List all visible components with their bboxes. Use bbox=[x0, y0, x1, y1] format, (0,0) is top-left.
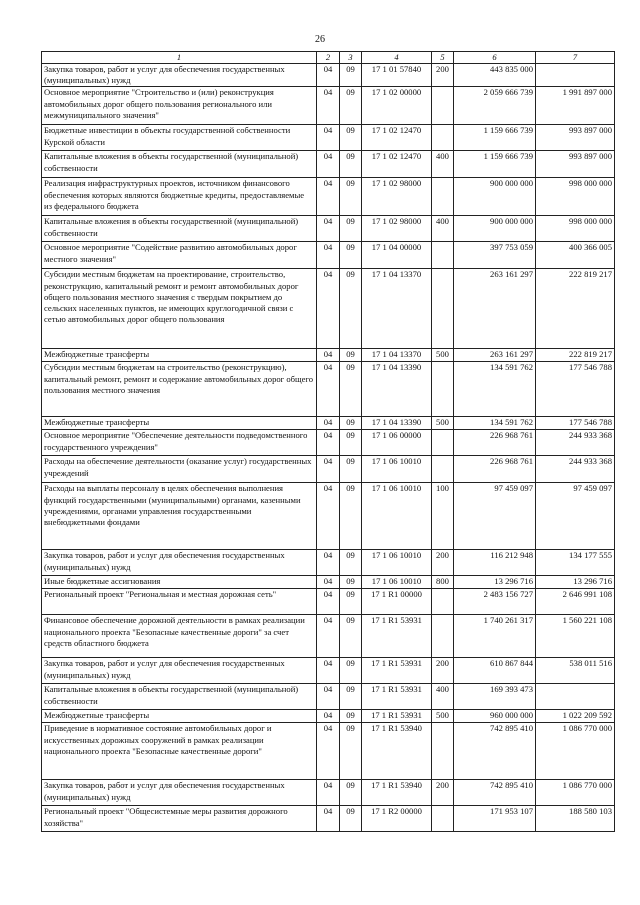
section-code: 04 bbox=[317, 710, 340, 723]
subsection-code: 09 bbox=[340, 349, 362, 362]
table-row bbox=[42, 125, 615, 151]
subsection-code: 09 bbox=[340, 216, 362, 242]
subsection-code: 09 bbox=[340, 417, 362, 430]
amount-year-2: 134 177 555 bbox=[536, 550, 615, 576]
amount-year-1: 900 000 000 bbox=[454, 178, 536, 216]
target-article-code: 17 1 R1 53931 bbox=[362, 658, 432, 684]
target-article-code: 17 1 06 10010 bbox=[362, 456, 432, 483]
expense-name: Закупка товаров, работ и услуг для обеспечения государственных (муниципальных) нужд bbox=[42, 780, 317, 806]
expense-type-code: 500 bbox=[432, 417, 454, 430]
table-row bbox=[42, 242, 615, 269]
table-row bbox=[42, 589, 615, 615]
subsection-code: 09 bbox=[340, 684, 362, 710]
expense-name: Закупка товаров, работ и услуг для обеспечения государственных (муниципальных) нужд bbox=[42, 550, 317, 576]
subsection-code: 09 bbox=[340, 151, 362, 178]
expense-type-code: 500 bbox=[432, 710, 454, 723]
section-code: 04 bbox=[317, 151, 340, 178]
amount-year-1: 263 161 297 bbox=[454, 349, 536, 362]
target-article-code: 17 1 R2 00000 bbox=[362, 806, 432, 832]
amount-year-2: 222 819 217 bbox=[536, 269, 615, 349]
target-article-code: 17 1 04 13390 bbox=[362, 417, 432, 430]
section-code: 04 bbox=[317, 615, 340, 658]
amount-year-2: 1 086 770 000 bbox=[536, 723, 615, 780]
expense-name: Субсидии местным бюджетам на проектирование, строительство, реконструкцию, капитальный ремонт и ремонт автомобильных дорог общего пользования местного значения с твердым покрытием до сельских населенных пунктов, не имеющих круглогодичной связи с сетью автомобильных дорог общего пользования bbox=[42, 269, 317, 349]
column-number: 6 bbox=[454, 52, 536, 64]
amount-year-1: 169 393 473 bbox=[454, 684, 536, 710]
section-code: 04 bbox=[317, 658, 340, 684]
expense-name: Закупка товаров, работ и услуг для обеспечения государственных (муниципальных) нужд bbox=[42, 658, 317, 684]
table-row bbox=[42, 806, 615, 832]
section-code: 04 bbox=[317, 483, 340, 550]
subsection-code: 09 bbox=[340, 456, 362, 483]
expense-type-code: 100 bbox=[432, 483, 454, 550]
section-code: 04 bbox=[317, 576, 340, 589]
column-number: 2 bbox=[317, 52, 340, 64]
expense-name: Капитальные вложения в объекты государственной (муниципальной) собственности bbox=[42, 216, 317, 242]
table-row bbox=[42, 362, 615, 417]
target-article-code: 17 1 04 00000 bbox=[362, 242, 432, 269]
target-article-code: 17 1 R1 00000 bbox=[362, 589, 432, 615]
amount-year-2: 177 546 788 bbox=[536, 417, 615, 430]
subsection-code: 09 bbox=[340, 430, 362, 456]
amount-year-2: 188 580 103 bbox=[536, 806, 615, 832]
section-code: 04 bbox=[317, 417, 340, 430]
table-row bbox=[42, 723, 615, 780]
expense-name: Основное мероприятие "Обеспечение деятельности подведомственного государственного учреждения" bbox=[42, 430, 317, 456]
target-article-code: 17 1 06 10010 bbox=[362, 483, 432, 550]
target-article-code: 17 1 04 13390 bbox=[362, 362, 432, 417]
subsection-code: 09 bbox=[340, 64, 362, 87]
amount-year-1: 226 968 761 bbox=[454, 430, 536, 456]
amount-year-1: 13 296 716 bbox=[454, 576, 536, 589]
expense-name: Основное мероприятие "Содействие развитию автомобильных дорог местного значения" bbox=[42, 242, 317, 269]
amount-year-1: 742 895 410 bbox=[454, 780, 536, 806]
amount-year-1: 116 212 948 bbox=[454, 550, 536, 576]
target-article-code: 17 1 R1 53931 bbox=[362, 615, 432, 658]
expense-name: Капитальные вложения в объекты государственной (муниципальной) собственности bbox=[42, 684, 317, 710]
table-row bbox=[42, 684, 615, 710]
expense-type-code: 200 bbox=[432, 658, 454, 684]
table-row bbox=[42, 658, 615, 684]
section-code: 04 bbox=[317, 178, 340, 216]
table-row bbox=[42, 417, 615, 430]
expense-type-code: 800 bbox=[432, 576, 454, 589]
amount-year-2: 2 646 991 108 bbox=[536, 589, 615, 615]
expense-type-code bbox=[432, 806, 454, 832]
expense-type-code bbox=[432, 242, 454, 269]
target-article-code: 17 1 04 13370 bbox=[362, 349, 432, 362]
amount-year-2: 998 000 000 bbox=[536, 178, 615, 216]
amount-year-2: 13 296 716 bbox=[536, 576, 615, 589]
column-number: 5 bbox=[432, 52, 454, 64]
table-row bbox=[42, 178, 615, 216]
section-code: 04 bbox=[317, 684, 340, 710]
amount-year-1: 1 159 666 739 bbox=[454, 125, 536, 151]
table-row bbox=[42, 615, 615, 658]
expense-type-code: 400 bbox=[432, 151, 454, 178]
subsection-code: 09 bbox=[340, 362, 362, 417]
target-article-code: 17 1 R1 53931 bbox=[362, 710, 432, 723]
expense-type-code: 200 bbox=[432, 780, 454, 806]
amount-year-1: 97 459 097 bbox=[454, 483, 536, 550]
table-row bbox=[42, 87, 615, 125]
amount-year-2: 222 819 217 bbox=[536, 349, 615, 362]
target-article-code: 17 1 02 00000 bbox=[362, 87, 432, 125]
expense-type-code bbox=[432, 589, 454, 615]
section-code: 04 bbox=[317, 242, 340, 269]
expense-name: Межбюджетные трансферты bbox=[42, 710, 317, 723]
amount-year-2: 400 366 005 bbox=[536, 242, 615, 269]
target-article-code: 17 1 R1 53940 bbox=[362, 723, 432, 780]
subsection-code: 09 bbox=[340, 483, 362, 550]
expense-name: Субсидии местным бюджетам на строительство (реконструкцию), капитальный ремонт, ремонт и содержание автомобильных дорог общего пользования местного значения bbox=[42, 362, 317, 417]
amount-year-2: 1 022 209 592 bbox=[536, 710, 615, 723]
amount-year-1: 443 835 000 bbox=[454, 64, 536, 87]
expense-name: Финансовое обеспечение дорожной деятельности в рамках реализации национального проекта "Безопасные качественные дороги" за счет средств областного бюджета bbox=[42, 615, 317, 658]
expense-name: Расходы на выплаты персоналу в целях обеспечения выполнения функций государственными (муниципальными) органами, казенными учреждениями, органами управления государственными внебюджетными фондами bbox=[42, 483, 317, 550]
subsection-code: 09 bbox=[340, 710, 362, 723]
target-article-code: 17 1 02 12470 bbox=[362, 125, 432, 151]
expense-type-code bbox=[432, 87, 454, 125]
amount-year-2 bbox=[536, 684, 615, 710]
target-article-code: 17 1 01 57840 bbox=[362, 64, 432, 87]
amount-year-1: 397 753 059 bbox=[454, 242, 536, 269]
amount-year-2: 993 897 000 bbox=[536, 151, 615, 178]
column-number: 4 bbox=[362, 52, 432, 64]
subsection-code: 09 bbox=[340, 723, 362, 780]
amount-year-1: 960 000 000 bbox=[454, 710, 536, 723]
target-article-code: 17 1 06 10010 bbox=[362, 576, 432, 589]
target-article-code: 17 1 R1 53940 bbox=[362, 780, 432, 806]
section-code: 04 bbox=[317, 349, 340, 362]
section-code: 04 bbox=[317, 64, 340, 87]
subsection-code: 09 bbox=[340, 589, 362, 615]
amount-year-2: 1 560 221 108 bbox=[536, 615, 615, 658]
target-article-code: 17 1 06 00000 bbox=[362, 430, 432, 456]
expense-type-code bbox=[432, 362, 454, 417]
amount-year-1: 171 953 107 bbox=[454, 806, 536, 832]
expense-name: Межбюджетные трансферты bbox=[42, 417, 317, 430]
expense-name: Межбюджетные трансферты bbox=[42, 349, 317, 362]
amount-year-2: 1 086 770 000 bbox=[536, 780, 615, 806]
expense-name: Иные бюджетные ассигнования bbox=[42, 576, 317, 589]
amount-year-1: 263 161 297 bbox=[454, 269, 536, 349]
amount-year-2: 244 933 368 bbox=[536, 430, 615, 456]
amount-year-1: 134 591 762 bbox=[454, 417, 536, 430]
amount-year-2: 244 933 368 bbox=[536, 456, 615, 483]
table-row bbox=[42, 456, 615, 483]
expense-name: Приведение в нормативное состояние автомобильных дорог и искусственных дорожных сооружений в рамках реализации национального проекта "Безопасные качественные дороги" bbox=[42, 723, 317, 780]
amount-year-2: 538 011 516 bbox=[536, 658, 615, 684]
subsection-code: 09 bbox=[340, 125, 362, 151]
table-row bbox=[42, 349, 615, 362]
table-row bbox=[42, 64, 615, 87]
column-number: 7 bbox=[536, 52, 615, 64]
amount-year-2: 993 897 000 bbox=[536, 125, 615, 151]
amount-year-1: 1 740 261 317 bbox=[454, 615, 536, 658]
column-number: 3 bbox=[340, 52, 362, 64]
expense-type-code bbox=[432, 615, 454, 658]
table-row bbox=[42, 576, 615, 589]
amount-year-1: 900 000 000 bbox=[454, 216, 536, 242]
subsection-code: 09 bbox=[340, 269, 362, 349]
section-code: 04 bbox=[317, 806, 340, 832]
section-code: 04 bbox=[317, 87, 340, 125]
amount-year-1: 134 591 762 bbox=[454, 362, 536, 417]
amount-year-1: 2 483 156 727 bbox=[454, 589, 536, 615]
table-row bbox=[42, 269, 615, 349]
expense-type-code bbox=[432, 125, 454, 151]
section-code: 04 bbox=[317, 362, 340, 417]
subsection-code: 09 bbox=[340, 576, 362, 589]
table-row bbox=[42, 151, 615, 178]
target-article-code: 17 1 06 10010 bbox=[362, 550, 432, 576]
table-row bbox=[42, 780, 615, 806]
table-row bbox=[42, 710, 615, 723]
subsection-code: 09 bbox=[340, 615, 362, 658]
section-code: 04 bbox=[317, 216, 340, 242]
expense-name: Расходы на обеспечение деятельности (оказание услуг) государственных учреждений bbox=[42, 456, 317, 483]
subsection-code: 09 bbox=[340, 658, 362, 684]
table-row bbox=[42, 430, 615, 456]
expense-name: Бюджетные инвестиции в объекты государственной собственности Курской области bbox=[42, 125, 317, 151]
expense-name: Региональный проект "Общесистемные меры развития дорожного хозяйства" bbox=[42, 806, 317, 832]
amount-year-2: 998 000 000 bbox=[536, 216, 615, 242]
amount-year-2 bbox=[536, 64, 615, 87]
expense-type-code: 200 bbox=[432, 550, 454, 576]
expense-type-code bbox=[432, 269, 454, 349]
expense-name: Капитальные вложения в объекты государственной (муниципальной) собственности bbox=[42, 151, 317, 178]
section-code: 04 bbox=[317, 125, 340, 151]
expense-name: Реализация инфраструктурных проектов, источником финансового обеспечения которых являются бюджетные кредиты, предоставляемые из федерального бюджета bbox=[42, 178, 317, 216]
expense-name: Основное мероприятие "Строительство и (или) реконструкция автомобильных дорог общего пользования регионального или межмуниципального значения" bbox=[42, 87, 317, 125]
expense-name: Закупка товаров, работ и услуг для обеспечения государственных (муниципальных) нужд bbox=[42, 64, 317, 87]
section-code: 04 bbox=[317, 269, 340, 349]
table-row bbox=[42, 483, 615, 550]
expense-type-code: 400 bbox=[432, 684, 454, 710]
expense-type-code: 400 bbox=[432, 216, 454, 242]
amount-year-1: 610 867 844 bbox=[454, 658, 536, 684]
section-code: 04 bbox=[317, 780, 340, 806]
section-code: 04 bbox=[317, 430, 340, 456]
section-code: 04 bbox=[317, 723, 340, 780]
subsection-code: 09 bbox=[340, 87, 362, 125]
subsection-code: 09 bbox=[340, 178, 362, 216]
expense-type-code bbox=[432, 178, 454, 216]
page-number: 26 bbox=[315, 34, 325, 45]
expense-type-code bbox=[432, 456, 454, 483]
section-code: 04 bbox=[317, 589, 340, 615]
column-number: 1 bbox=[42, 52, 317, 64]
target-article-code: 17 1 R1 53931 bbox=[362, 684, 432, 710]
expense-type-code: 500 bbox=[432, 349, 454, 362]
amount-year-2: 97 459 097 bbox=[536, 483, 615, 550]
section-code: 04 bbox=[317, 456, 340, 483]
budget-table bbox=[41, 51, 615, 832]
expense-type-code bbox=[432, 723, 454, 780]
target-article-code: 17 1 04 13370 bbox=[362, 269, 432, 349]
expense-type-code: 200 bbox=[432, 64, 454, 87]
subsection-code: 09 bbox=[340, 550, 362, 576]
amount-year-1: 226 968 761 bbox=[454, 456, 536, 483]
amount-year-2: 177 546 788 bbox=[536, 362, 615, 417]
expense-name: Региональный проект "Региональная и местная дорожная сеть" bbox=[42, 589, 317, 615]
table-row bbox=[42, 216, 615, 242]
table-row bbox=[42, 550, 615, 576]
target-article-code: 17 1 02 98000 bbox=[362, 178, 432, 216]
target-article-code: 17 1 02 98000 bbox=[362, 216, 432, 242]
amount-year-1: 742 895 410 bbox=[454, 723, 536, 780]
subsection-code: 09 bbox=[340, 806, 362, 832]
subsection-code: 09 bbox=[340, 780, 362, 806]
subsection-code: 09 bbox=[340, 242, 362, 269]
target-article-code: 17 1 02 12470 bbox=[362, 151, 432, 178]
expense-type-code bbox=[432, 430, 454, 456]
column-number-row bbox=[42, 52, 615, 64]
amount-year-2: 1 991 897 000 bbox=[536, 87, 615, 125]
amount-year-1: 1 159 666 739 bbox=[454, 151, 536, 178]
amount-year-1: 2 059 666 739 bbox=[454, 87, 536, 125]
section-code: 04 bbox=[317, 550, 340, 576]
